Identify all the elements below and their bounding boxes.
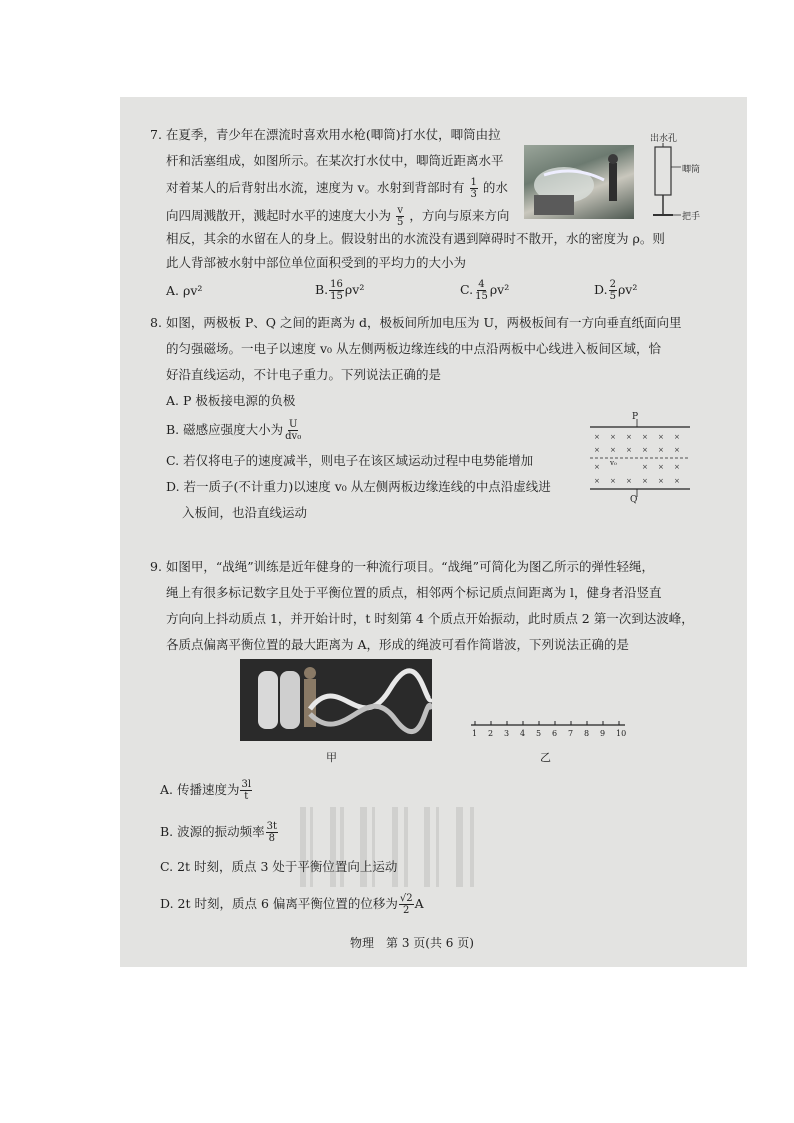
q8-option-d-line-1: D. 若一质子(不计重力)以速度 v₀ 从左侧两板边缘连线的中点沿虚线进 <box>166 479 551 494</box>
svg-text:×: × <box>594 433 600 441</box>
q7-line-2: 杆和活塞组成，如图所示。在某次打水仗中，唧筒近距离水平 <box>166 153 504 168</box>
svg-text:×: × <box>658 463 664 471</box>
q8-option-c: C. 若仅将电子的速度减半，则电子在该区域运动过程中电势能增加 <box>166 453 534 468</box>
svg-text:×: × <box>610 446 616 454</box>
fraction-one-third: $\frac{1}{3}$ <box>470 177 477 200</box>
particle-tick-label: 2 <box>488 729 494 738</box>
q7-line-6: 此人背部被水射中部位单位面积受到的平均力的大小为 <box>166 255 467 270</box>
q9-line-4: 各质点偏离平衡位置的最大距离为 A，形成的绳波可看作简谐波，下列说法正确的是 <box>166 637 630 652</box>
q7-option-d: D. $\frac{2}{5}$ ρv² <box>594 279 638 302</box>
svg-text:×: × <box>658 477 664 485</box>
label-plate-q: Q <box>630 495 638 505</box>
q7-line-3 <box>166 177 508 200</box>
q7-line-4-tail: ，方向与原来方向 <box>409 208 510 223</box>
svg-text:×: × <box>674 463 680 471</box>
q9-line-1: 9. 如图甲，“战绳”训练是近年健身的一种流行项目。“战绳”可简化为图乙所示的弹性轻绳， <box>150 559 654 574</box>
svg-text:×: × <box>610 433 616 441</box>
particle-tick-label: 1 <box>472 729 478 738</box>
q7-option-b: B. $\frac{16}{15}$ ρv² <box>315 279 365 302</box>
q7-line-3-text: 对着某人的后背射出水流，速度为 v。水射到背部时有 <box>166 180 465 195</box>
battle-rope-photo-art <box>240 659 432 741</box>
particle-tick-label: 9 <box>600 729 606 738</box>
show-through-barcode <box>300 807 500 887</box>
particle-tick-labels <box>465 729 635 743</box>
capacitor-field-diagram <box>582 397 702 507</box>
svg-text:×: × <box>626 433 632 441</box>
q7-line-4-text: 向四周溅散开，溅起时水平的速度大小为 <box>166 208 392 223</box>
q7-option-a: A. ρv² <box>166 283 203 298</box>
svg-text:×: × <box>642 446 648 454</box>
q8-line-3: 好沿直线运动，不计电子重力。下列说法正确的是 <box>166 367 442 382</box>
svg-text:×: × <box>674 446 680 454</box>
q7-line-1: 7. 在夏季，青少年在漂流时喜欢用水枪(唧筒)打水仗，唧筒由拉 <box>150 127 501 142</box>
label-plate-p: P <box>632 412 639 422</box>
svg-text:×: × <box>674 433 680 441</box>
svg-text:×: × <box>594 463 600 471</box>
q8-option-a: A. P 极板接电源的负极 <box>166 393 296 408</box>
label-figure-jia: 甲 <box>326 751 337 764</box>
q9-option-b: B. 波源的振动频率 $\frac{3t}{8}$ <box>160 821 278 844</box>
label-barrel: 唧筒 <box>682 165 701 175</box>
svg-text:×: × <box>594 477 600 485</box>
particle-tick-label: 4 <box>520 729 526 738</box>
q9-option-d: D. 2t 时刻，质点 6 偏离平衡位置的位移为 $\frac{√2}{2}$ A <box>160 893 424 916</box>
exam-page <box>120 97 747 967</box>
fraction-v-over-5: $\frac{v}{5}$ <box>397 205 404 228</box>
q9-line-3: 方向向上抖动质点 1，并开始计时，t 时刻第 4 个质点开始振动，此时质点 2 第一次到达波峰， <box>166 611 694 626</box>
particle-tick-label: 7 <box>568 729 574 738</box>
label-handle: 把手 <box>682 212 701 222</box>
q8-option-b: B. 磁感应强度大小为 $\frac{U}{\text{dv₀}}$ <box>166 419 302 442</box>
label-figure-yi: 乙 <box>540 751 551 764</box>
svg-text:×: × <box>594 446 600 454</box>
svg-text:×: × <box>658 446 664 454</box>
svg-text:×: × <box>674 477 680 485</box>
particle-tick-label: 8 <box>584 729 590 738</box>
svg-text:×: × <box>658 433 664 441</box>
particle-tick-label: 5 <box>536 729 542 738</box>
particle-tick-label: 6 <box>552 729 558 738</box>
label-water-outlet: 出水孔 <box>650 134 678 144</box>
svg-text:×: × <box>626 477 632 485</box>
svg-text:×: × <box>642 477 648 485</box>
page-footer: 物理 第 3 页(共 6 页) <box>350 936 474 950</box>
q7-option-c: C. $\frac{4}{15}$ ρv² <box>460 279 510 302</box>
q8-line-1: 8. 如图，两极板 P、Q 之间的距离为 d，极板间所加电压为 U，两极板间有一方向垂直纸面向里 <box>150 315 682 330</box>
water-fight-photo <box>524 145 634 219</box>
q7-line-4 <box>166 205 509 228</box>
svg-text:×: × <box>626 446 632 454</box>
battle-rope-photo <box>240 659 432 741</box>
water-fight-photo-art <box>524 145 634 219</box>
q9-option-a: A. 传播速度为 $\frac{3l}{t}$ <box>160 779 252 802</box>
svg-text:×: × <box>642 463 648 471</box>
label-v0: v₀ <box>610 459 617 467</box>
magnetic-field-crosses <box>594 433 680 485</box>
svg-text:×: × <box>642 433 648 441</box>
particle-tick-label: 10 <box>616 729 627 738</box>
q8-line-2: 的匀强磁场。一电子以速度 v₀ 从左侧两板边缘连线的中点沿两板中心线进入板间区域，恰 <box>166 341 662 356</box>
q7-line-5: 相反，其余的水留在人的身上。假设射出的水流没有遇到障碍时不散开，水的密度为 ρ。则 <box>166 231 665 246</box>
q9-line-2: 绳上有很多标记数字且处于平衡位置的质点，相邻两个标记质点间距离为 l，健身者沿竖直 <box>166 585 662 600</box>
q9-option-c: C. 2t 时刻，质点 3 处于平衡位置向上运动 <box>160 859 398 874</box>
q8-option-d-line-2: 入板间，也沿直线运动 <box>182 505 308 520</box>
svg-text:×: × <box>610 477 616 485</box>
q7-line-3-tail: 的水 <box>482 180 508 195</box>
particle-tick-label: 3 <box>504 729 510 738</box>
